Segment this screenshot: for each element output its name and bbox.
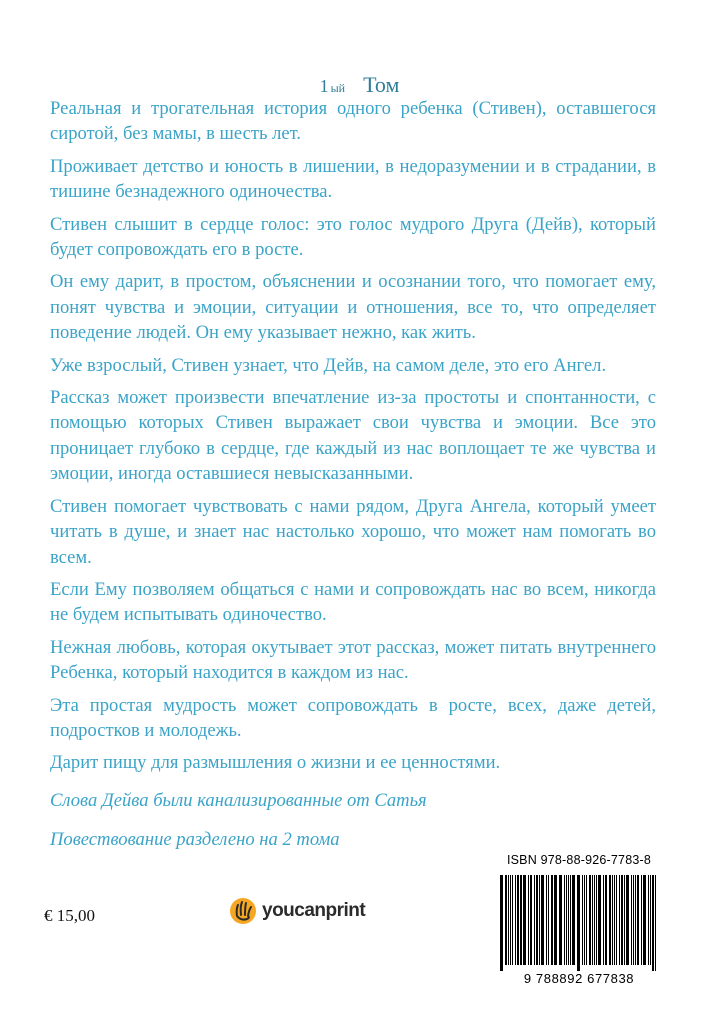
volume-heading	[0, 72, 719, 98]
isbn-label: ISBN 978-88-926-7783-8	[506, 853, 652, 867]
paragraph: Рассказ может произвести впечатление из-за простоты и спонтанности, с помощью которых Стивен выражает свои чувства и эмоции. Все это проницает глубоко в сердце, где каждый из нас воплощает те же чувства и эмоции, иногда оставшиеся невысказанными.	[50, 387, 656, 485]
publisher-logo	[228, 896, 365, 926]
italic-note-volumes: Повествование разделено на 2 тома	[50, 829, 340, 851]
paragraph: Проживает детство и юность в лишении, в недоразумении и в страдании, в тишине безнадежного одиночества.	[50, 155, 656, 203]
paragraph: Нежная любовь, которая окутывает этот рассказ, может питать внутреннего Ребенка, который находится в каждом из нас.	[50, 636, 656, 684]
volume-number: 1	[319, 76, 329, 96]
isbn-barcode	[490, 853, 668, 986]
description-text	[50, 96, 656, 867]
paragraph: Он ему дарит, в простом, объяснении и осознании того, что помогает ему, понят чувства и эмоции, ситуации и отношения, все то, что определяет поведение людей. Он ему указывает нежно, как жить.	[50, 271, 656, 344]
publisher-name: youcanprint	[262, 900, 366, 921]
price-label: € 15,00	[44, 906, 95, 925]
volume-suffix: ый	[330, 81, 346, 95]
italic-note-channeled: Слова Дейва были канализированные от Сатья	[50, 789, 427, 811]
paragraph: Стивен помогает чувствовать с нами рядом, Друга Ангела, который умеет читать в душе, и знает нас настолько хорошо, что может нам помогать во всем.	[50, 495, 656, 568]
paragraph: Уже взрослый, Стивен узнает, что Дейв, на самом деле, это его Ангел.	[50, 354, 607, 376]
volume-word: Том	[363, 72, 400, 97]
paragraph: Эта простая мудрость может сопровождать в росте, всех, даже детей, подростков и молодежь.	[50, 694, 656, 741]
handprint-icon	[228, 896, 258, 926]
paragraph: Стивен слышит в сердце голос: это голос мудрого Друга (Дейв), который будет сопровождать его в росте.	[50, 213, 656, 261]
paragraph: Если Ему позволяем общаться с нами и сопровождать нас во всем, никогда не будем испытывать одиночество.	[50, 578, 656, 626]
paragraph: Дарит пищу для размышления о жизни и ее ценностями.	[50, 752, 501, 774]
barcode-bars	[498, 875, 660, 971]
barcode-digits: 9 788892 677838	[523, 971, 635, 986]
paragraph: Реальная и трогательная история одного ребенка (Стивен), оставшегося сиротой, без мамы, в шесть лет.	[50, 98, 656, 145]
